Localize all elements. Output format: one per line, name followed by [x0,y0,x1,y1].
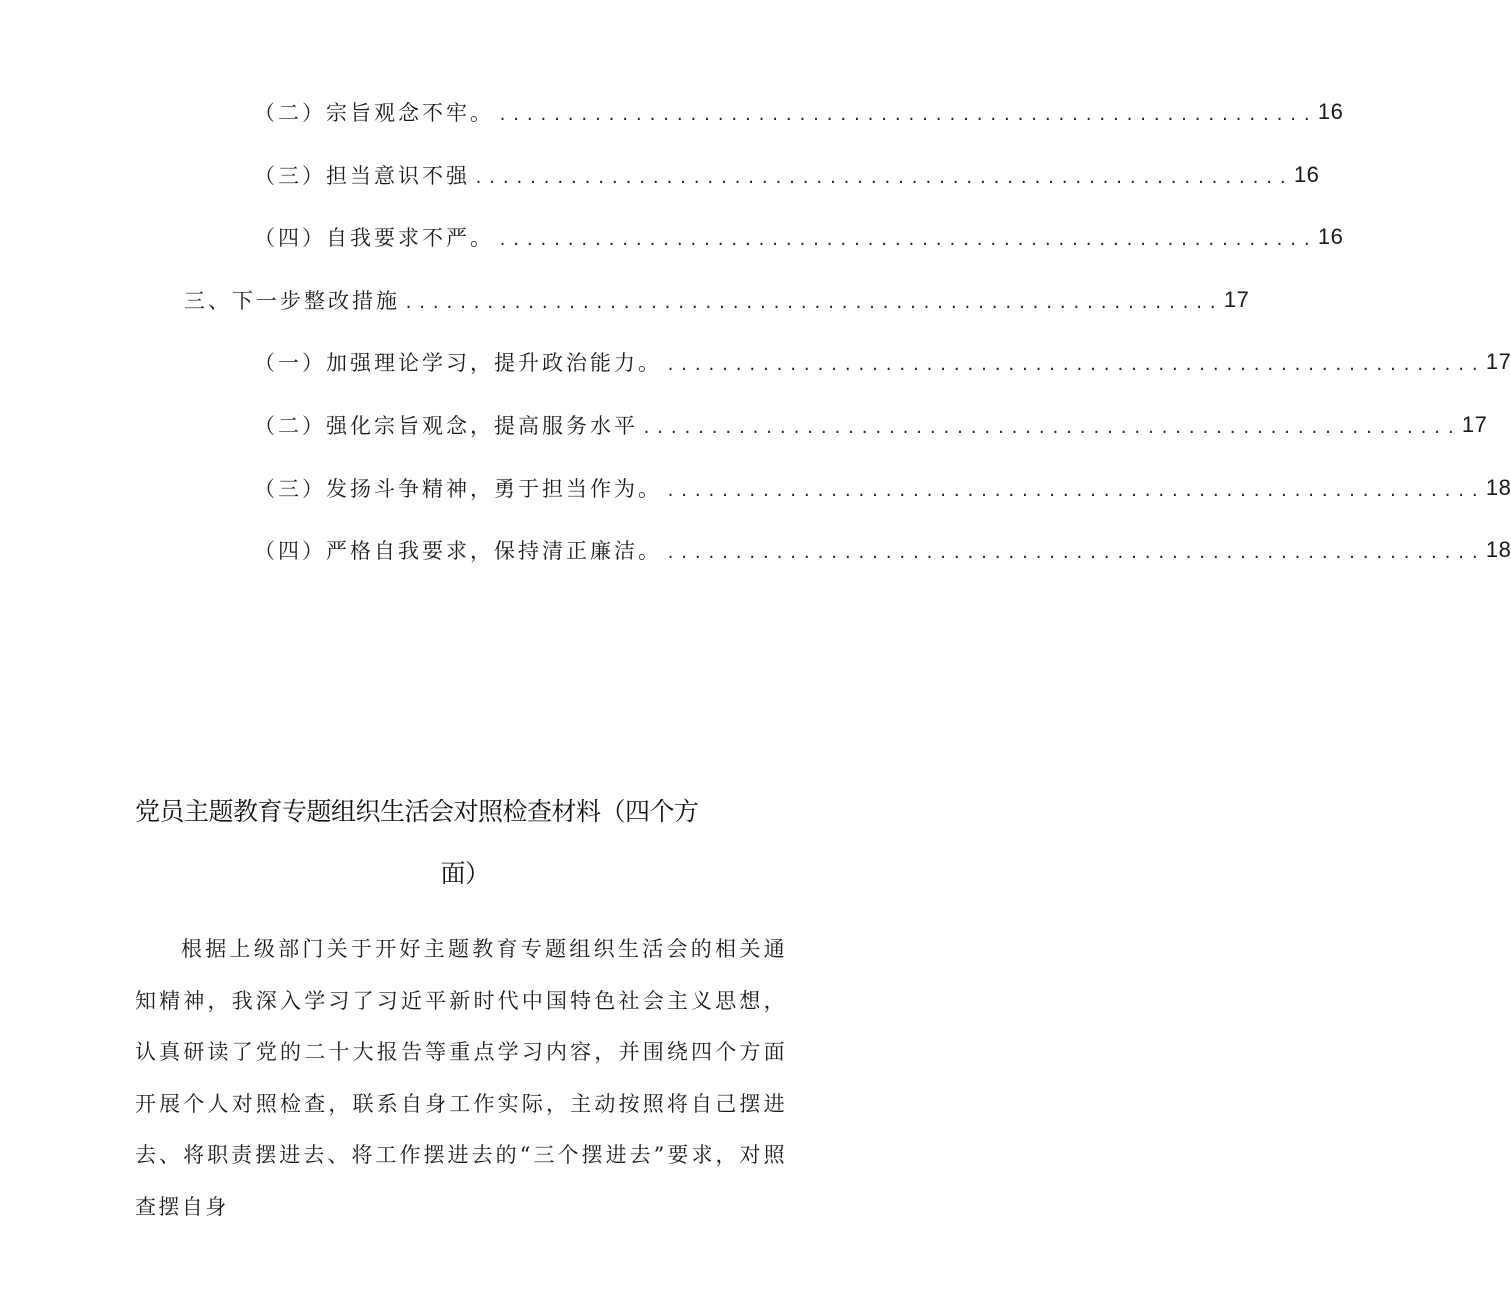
toc-page-number: 17 [1461,412,1488,437]
toc-entry-text: （四）自我要求不严。 [254,226,494,250]
document-title-line-2: 面） [440,859,490,888]
toc-entry-text: （三）发扬斗争精神，勇于担当作为。 [254,477,662,501]
toc-entry[interactable] [184,280,1250,320]
document-title-line-1: 党员主题教育专题组织生活会对照检查材料（四个方 [135,797,699,826]
toc-page-number: 18 [1485,475,1511,500]
toc-entry-text: （四）严格自我要求，保持清正廉洁。 [254,539,662,563]
toc-entry[interactable] [254,217,1344,257]
toc-page-number: 17 [1485,349,1511,374]
toc-entry-text: 三、下一步整改措施 [184,289,400,313]
toc-leader-dots: ............................................................ [474,169,1292,187]
toc-page-number: 17 [1223,287,1250,312]
toc-page-number: 16 [1317,99,1344,124]
toc-page-number: 16 [1317,224,1344,249]
toc-leader-dots: ............................................................ [498,231,1316,249]
body-paragraph: 根据上级部门关于开好主题教育专题组织生活会的相关通知精神，我深入学习了习近平新时代中国特色社会主义思想，认真研读了党的二十大报告等重点学习内容，并围绕四个方面开展个人对照检查，联系自身工作实际，主动按照将自己摆进去、将职责摆进去、将工作摆进去的“三个摆进去”要求，对照查摆自身 [135,937,787,1219]
toc-entry-text: （二）强化宗旨观念，提高服务水平 [254,414,638,438]
toc-page-number: 18 [1485,537,1511,562]
toc-leader-dots: ............................................................ [666,356,1484,374]
toc-page-number: 16 [1293,162,1320,187]
toc-leader-dots: ............................................................ [666,544,1484,562]
toc-entry[interactable] [254,155,1320,195]
toc-entry[interactable] [254,468,1511,508]
toc-entry[interactable] [254,530,1511,570]
toc-leader-dots: ............................................................ [498,106,1316,124]
toc-entry-text: （二）宗旨观念不牢。 [254,101,494,125]
toc-leader-dots: ............................................................ [404,294,1222,312]
toc-entry-text: （一）加强理论学习，提升政治能力。 [254,351,662,375]
toc-entry[interactable] [254,92,1344,132]
toc-entry[interactable] [254,405,1488,445]
toc-entry[interactable] [254,342,1511,382]
toc-leader-dots: ............................................................ [642,419,1460,437]
document-title [135,786,795,900]
toc-entry-text: （三）担当意识不强 [254,164,470,188]
toc-leader-dots: ............................................................ [666,482,1484,500]
